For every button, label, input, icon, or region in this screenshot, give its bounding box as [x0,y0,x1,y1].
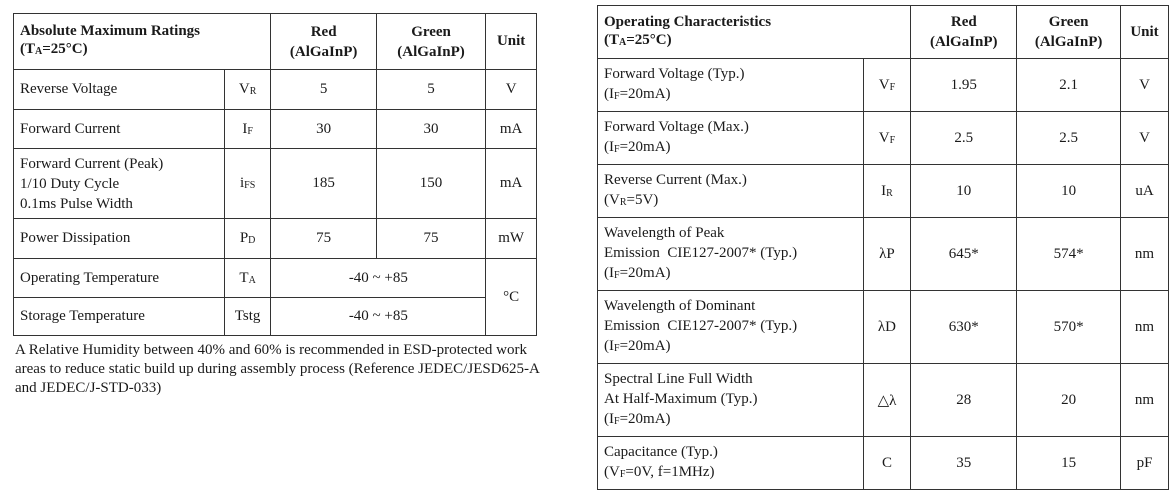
param-cell: Reverse Current (Max.) $(V_R=5V)$ [598,165,864,218]
symbol-cell: $V_F$ [863,112,911,165]
param-cell: Wavelength of Peak Emission CIE127-2007* (Typ.) $(I_F=20mA)$ [598,218,864,291]
unit-cell: nm [1121,364,1169,437]
esd-note: A Relative Humidity between 40% and 60% is recommended in ESD-protected work areas to reduce static build up during assembly process (Reference JEDEC/JESD625-A and JEDEC/J-STD-033) [15,342,540,396]
unit-cell: V [1121,59,1169,112]
param-cell: Operating Temperature [14,259,225,298]
table-row [14,219,537,259]
table-row [14,298,537,336]
red-value-cell: 5 [271,70,376,110]
table-title-cell [598,6,911,59]
symbol-cell: C [863,437,911,490]
absolute-max-ratings-table [13,13,537,336]
green-value-cell: 2.5 [1017,112,1121,165]
red-value-cell: 630* [911,291,1017,364]
symbol-cell: $P_D$ [224,219,271,259]
table-row [598,364,1169,437]
green-value-cell: 570* [1017,291,1121,364]
col-header-unit: Unit [1121,6,1169,59]
green-value-cell: 15 [1017,437,1121,490]
unit-cell: nm [1121,291,1169,364]
green-value-cell: 5 [376,70,485,110]
param-cell: Power Dissipation [14,219,225,259]
table-condition: $(T_A=25^\circ C)$ [604,31,672,48]
param-cell: Reverse Voltage [14,70,225,110]
red-value-cell: 75 [271,219,376,259]
symbol-cell: $V_R$ [224,70,271,110]
table-row [598,437,1169,490]
symbol-cell: λP [863,218,911,291]
param-cell: Forward Voltage (Max.) $(I_F=20mA)$ [598,112,864,165]
red-value-cell: 10 [911,165,1017,218]
col-header-green: Green (AlGaInP) [1017,6,1121,59]
green-value-cell: 150 [376,149,485,219]
red-value-cell: 645* [911,218,1017,291]
red-value-cell: 185 [271,149,376,219]
symbol-cell: $i_{FS}$ [224,149,271,219]
red-value-cell: 1.95 [911,59,1017,112]
param-cell: Forward Current (Peak) 1/10 Duty Cycle 0.1ms Pulse Width [14,149,225,219]
red-value-cell: 2.5 [911,112,1017,165]
unit-cell: uA [1121,165,1169,218]
green-value-cell: 20 [1017,364,1121,437]
red-value-cell: 30 [271,110,376,149]
symbol-cell: $V_F$ [863,59,911,112]
temperature-range-cell: -40 ~ +85 [271,298,486,336]
table-row [14,259,537,298]
param-cell: Wavelength of Dominant Emission CIE127-2007* (Typ.) $(I_F=20mA)$ [598,291,864,364]
unit-cell: mW [486,219,537,259]
param-cell: Capacitance (Typ.) ($V_F=0V$, f=1MHz) [598,437,864,490]
green-value-cell: 2.1 [1017,59,1121,112]
symbol-cell: $T_A$ [224,259,271,298]
unit-cell: V [486,70,537,110]
symbol-cell: $I_R$ [863,165,911,218]
table-row [14,110,537,149]
table-row [14,70,537,110]
red-value-cell: 35 [911,437,1017,490]
symbol-cell: Tstg [224,298,271,336]
table-title: Absolute Maximum Ratings [20,23,201,39]
param-cell: Forward Voltage (Typ.) $(I_F=20mA)$ [598,59,864,112]
col-header-red: Red (AlGaInP) [271,14,376,70]
symbol-cell: $I_F$ [224,110,271,149]
table-row [598,59,1169,112]
col-header-unit: Unit [486,14,537,70]
table-row [598,165,1169,218]
unit-cell: V [1121,112,1169,165]
param-cell: Spectral Line Full Width At Half-Maximum (Typ.) $(I_F=20mA)$ [598,364,864,437]
green-value-cell: 574* [1017,218,1121,291]
symbol-cell: λD [863,291,911,364]
param-cell: Forward Current [14,110,225,149]
unit-cell: °C [486,259,537,336]
table-row [598,112,1169,165]
table-header-row [598,6,1169,59]
table-title: Operating Characteristics [604,13,772,30]
symbol-cell: △λ [863,364,911,437]
param-cell: Storage Temperature [14,298,225,336]
unit-cell: pF [1121,437,1169,490]
green-value-cell: 30 [376,110,485,149]
unit-cell: mA [486,149,537,219]
unit-cell: mA [486,110,537,149]
table-row [598,291,1169,364]
table-condition: $(T_A=25^\circ C)$ [20,41,88,57]
red-value-cell: 28 [911,364,1017,437]
green-value-cell: 10 [1017,165,1121,218]
col-header-green: Green (AlGaInP) [376,14,485,70]
table-title-cell [14,14,271,70]
table-row [14,149,537,219]
col-header-red: Red (AlGaInP) [911,6,1017,59]
operating-characteristics-table [597,5,1169,490]
temperature-range-cell: -40 ~ +85 [271,259,486,298]
unit-cell: nm [1121,218,1169,291]
green-value-cell: 75 [376,219,485,259]
table-row [598,218,1169,291]
table-header-row [14,14,537,70]
